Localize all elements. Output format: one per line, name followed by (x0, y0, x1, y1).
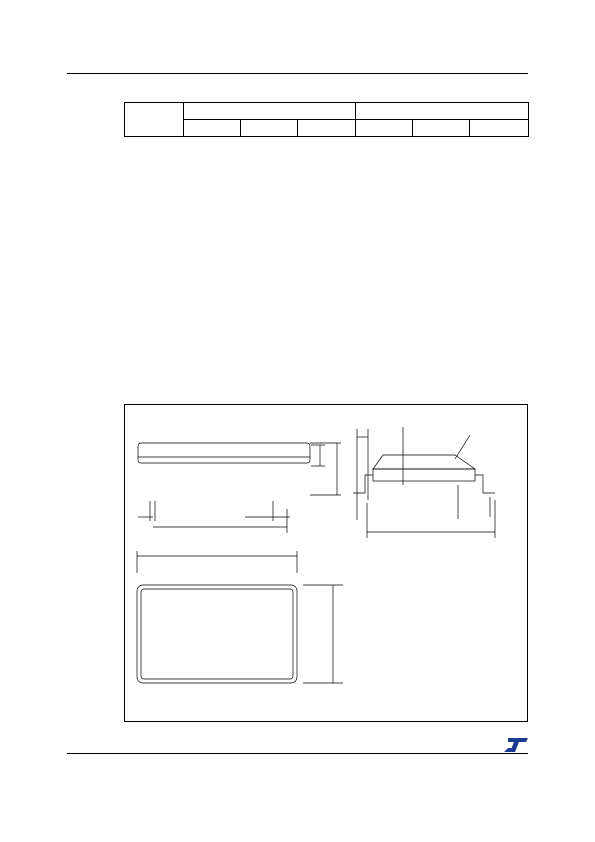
footer-rule (67, 753, 528, 754)
table-group-header-row (125, 103, 529, 120)
st-logo-icon (504, 738, 528, 752)
col-header (470, 120, 529, 137)
col-header (298, 120, 356, 137)
figure-caption (124, 392, 178, 402)
col-header (413, 120, 470, 137)
col-header (241, 120, 298, 137)
col-header (184, 120, 241, 137)
end-view-body-top (373, 455, 475, 469)
mm-group-header (184, 103, 356, 120)
inch-group-header (356, 103, 529, 120)
table-column-header-row (125, 120, 529, 137)
col-header (356, 120, 413, 137)
package-drawing-frame (124, 404, 528, 722)
side-view-body (138, 443, 310, 463)
end-view-leads (353, 475, 495, 493)
mechanical-data-table (124, 102, 529, 137)
end-view-body-bottom (373, 469, 475, 481)
dim-header (125, 103, 184, 137)
package-drawing (125, 405, 529, 723)
header-rule (67, 73, 528, 74)
top-view-body (137, 585, 297, 683)
top-view-inner-outline (141, 589, 293, 679)
dim-c1-leader (455, 435, 470, 459)
table-caption (124, 91, 178, 101)
